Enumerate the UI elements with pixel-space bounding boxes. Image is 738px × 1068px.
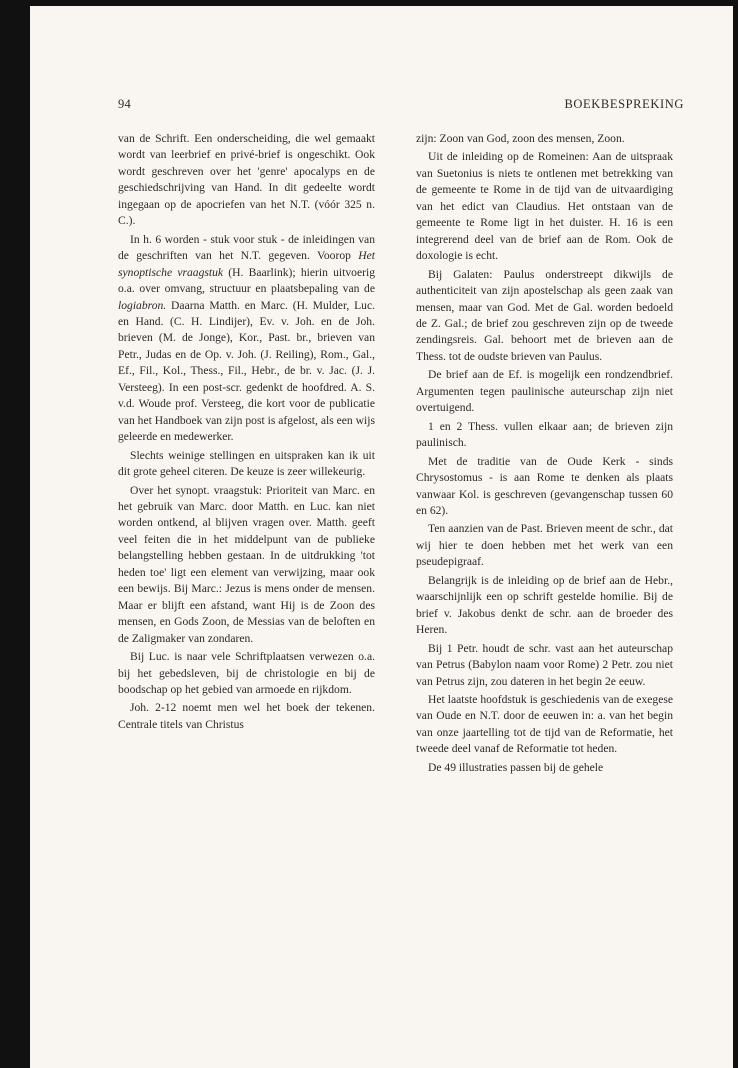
- paragraph-text: Bij Galaten: Paulus onderstreept dikwijls de authenticiteit van zijn apostelschap als geen zaak van mensen, maar van God. Met de Gal. worden bedoeld de Z. Gal.; de brief zou geschreven zijn op de tweede zendingsreis. Gal. behoort met de brieven aan de Thess. tot de oudste brieven van Paulus.: [416, 267, 673, 363]
- paragraph-text: Slechts weinige stellingen en uitspraken kan ik uit dit grote geheel citeren. De keuze is zeer willekeurig.: [118, 448, 375, 479]
- paragraph-text: Het laatste hoofdstuk is geschiedenis van de exegese van Oude en N.T. door de eeuwen in: a. van het begin van onze jaartelling tot de tijd van de Reformatie, het tweede deel vanaf de Reformatie tot heden.: [416, 692, 673, 756]
- page-number: 94: [118, 97, 131, 111]
- right-column-paragraph: [416, 641, 673, 690]
- right-column-paragraph: [416, 267, 673, 366]
- page-header: [118, 97, 684, 115]
- right-column: [416, 131, 673, 776]
- left-column-paragraph: [118, 131, 375, 230]
- paragraph-text: Met de traditie van de Oude Kerk - sinds Chrysostomus - is aan Rome te denken als plaats vanwaar Kol. is geschreven (gevangenschap tussen 60 en 62).: [416, 454, 673, 517]
- paragraph-text: De 49 illustraties passen bij de gehele: [428, 760, 604, 774]
- paragraph-text: Bij Luc. is naar vele Schriftplaatsen verwezen o.a. bij het gebedsleven, bij de christologie en bij de boodschap op het gebied van armoede en rijkdom.: [118, 650, 375, 696]
- running-head: BOEKBESPREKING: [564, 97, 684, 111]
- right-column-paragraph: [416, 573, 673, 639]
- paragraph-text: (H. Baarlink); hierin uitvoerig o.a. over omvang, structuur en plaatsbepaling van de: [118, 265, 375, 296]
- left-column-paragraph: [118, 448, 375, 481]
- left-column: [118, 131, 375, 733]
- left-column-paragraph: [118, 700, 375, 733]
- right-column-paragraph: [416, 419, 673, 452]
- scan-border-left: [0, 0, 30, 1068]
- paragraph-text: De brief aan de Ef. is mogelijk een rondzendbrief. Argumenten tegen paulinische auteurschap zijn niet overtuigend.: [416, 368, 673, 415]
- left-column-paragraph: [118, 649, 375, 698]
- right-column-paragraph: [416, 521, 673, 570]
- right-column-paragraph: [416, 131, 673, 147]
- paragraph-text: Daarna Matth. en Marc. (H. Mulder, Luc. en Hand. (C. H. Lindijer), Ev. v. Joh. en de Joh. brieven (M. de Jonge), Kor., Past. br., brieven van Petr., Judas en de Op. v. Joh. (J. Reiling), Rom., Gal., Ef., Fil., Kol., Thess., Fil., Hebr., de br. v. Jac. (J. J. Versteeg). In een post-scr. gedenkt de hoofdred. A. S. v.d. Woude prof. Versteeg, die kort voor de publicatie van het Handboek van zijn post is afgelost, als een wijs geleerde en medewerker.: [118, 298, 375, 444]
- right-column-paragraph: [416, 454, 673, 520]
- left-column-paragraph: [118, 483, 375, 648]
- paragraph-text: Bij 1 Petr. houdt de schr. vast aan het auteurschap van Petrus (Babylon naam voor Rome) 2 Petr. zou niet van Petrus zijn, zou dateren in het begin 2e eeuw.: [416, 641, 673, 688]
- right-column-paragraph: [416, 367, 673, 416]
- paragraph-text: In h. 6 worden - stuk voor stuk - de inleidingen van de geschriften van het N.T. gegeven. Voorop: [118, 232, 375, 263]
- left-column-paragraph: [118, 232, 375, 446]
- paragraph-text: Over het synopt. vraagstuk: Prioriteit van Marc. en het gebruik van Marc. door Matth. en Luc. kan niet worden ontkend, al blijven vragen over. Matth. geeft veel feiten die in het middelpunt van de publieke belangstelling hebben gestaan. In de uitdrukking 'tot heden toe' ligt een element van verwijzing, maar ook een bewijs. Bij Marc.: Jezus is mens onder de mensen. Maar er blijft een afstand, want Hij is de Zoon des mensen, en Gods Zoon, de Messias van de beloften en de Zaligmaker van zondaren.: [118, 483, 375, 645]
- paragraph-text: Ten aanzien van de Past. Brieven meent de schr., dat wij hier te doen hebben met het werk van een pseudepigraaf.: [416, 522, 673, 569]
- italic-title: Het synoptische vraagstuk: [118, 249, 375, 279]
- italic-title: logiabron.: [118, 298, 167, 312]
- paragraph-text: zijn: Zoon van God, zoon des mensen, Zoon.: [416, 132, 625, 145]
- paragraph-text: 1 en 2 Thess. vullen elkaar aan; de brieven zijn paulinisch.: [416, 419, 673, 450]
- paragraph-text: Uit de inleiding op de Romeinen: Aan de uitspraak van Suetonius is niets te ontlenen met betrekking van de gemeente te Rome in de tijd van de uitvaardiging van het edict van Claudius. Het ontstaan van de gemeente te Rome ligt in het duister. H. 16 is een integrerend deel van de brief aan de Rom. Ook de doxologie is echt.: [416, 150, 673, 263]
- right-column-paragraph: [416, 149, 673, 264]
- right-column-paragraph: [416, 692, 673, 758]
- scan-border-right: [733, 0, 738, 1068]
- paragraph-text: van de Schrift. Een onderscheiding, die wel gemaakt wordt van leerbrief en privé-brief is ongeschikt. Ook wordt geschreven over het 'genre' apocalyps en de geschiedschrijving van Hand. In dit gedeelte wordt ingegaan op de apocriefen van het N.T. (vóór 325 n. C.).: [118, 132, 375, 228]
- paragraph-text: Belangrijk is de inleiding op de brief aan de Hebr., waarschijnlijk een op schrift gestelde homilie. Bij de brief v. Jakobus denkt de schr. aan de broeder des Heren.: [416, 573, 673, 637]
- paragraph-text: Joh. 2-12 noemt men wel het boek der tekenen. Centrale titels van Christus: [118, 701, 375, 731]
- right-column-paragraph: [416, 760, 673, 776]
